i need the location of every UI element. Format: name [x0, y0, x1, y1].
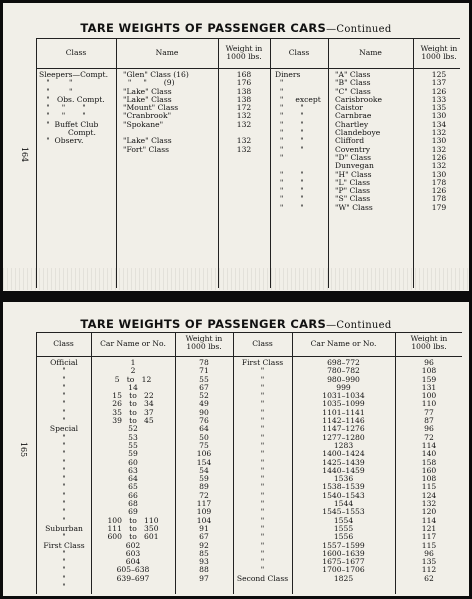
table-cell: " Obs. Compt. [39, 94, 105, 104]
table-cell: 1142–1146 [322, 416, 365, 426]
table-cell: Second Class [236, 573, 289, 583]
col-right-weight [396, 359, 462, 583]
table-cell: 72 [199, 490, 209, 500]
table-cell: "D" Class [335, 152, 372, 162]
table-cell: " [62, 391, 66, 401]
table-cell: 1557–1599 [322, 540, 365, 550]
table-cell: 55 [199, 374, 209, 384]
table-cell: 72 [424, 432, 434, 442]
page-164 [3, 3, 469, 291]
table-cell: " " " [39, 111, 86, 121]
table-cell: 135 [421, 557, 437, 567]
table-cell: " [260, 407, 265, 417]
table-cell: " [62, 557, 66, 567]
table-cell: 158 [421, 457, 437, 467]
table-cell: " [260, 382, 265, 392]
table-cell: 68 [128, 499, 138, 509]
table-cell: "C" Class [335, 86, 371, 96]
table-cell: 117 [196, 499, 212, 509]
header-class: Class [65, 48, 87, 57]
table-cell: 172 [236, 103, 252, 113]
table-cell: " [62, 515, 66, 525]
table-cell: " [260, 548, 265, 558]
table-cell: 126 [431, 186, 447, 196]
table-cell: Clifford [335, 136, 365, 146]
table-cell: 133 [431, 94, 447, 104]
table-cell: " [260, 557, 265, 567]
table-cell: 138 [236, 94, 252, 104]
table-cell: " [260, 515, 265, 525]
col-left-name [123, 71, 189, 154]
table-cell: 106 [196, 449, 212, 459]
table-cell: " " [275, 186, 304, 196]
table-cell: Caistor [335, 103, 363, 113]
table-cell: 131 [421, 382, 437, 392]
table-cell: "Mount" Class [123, 103, 179, 113]
header-weight-2: Weight in 1000 lbs. [410, 334, 448, 352]
table-cell: " [260, 399, 265, 409]
table-cell: " " [275, 177, 304, 187]
page-title: TARE WEIGHTS OF PASSENGER CARS—Continued [80, 21, 392, 35]
table-cell: " [62, 449, 66, 459]
table-cell: 132 [431, 144, 447, 154]
table-cell: 605–638 [116, 565, 150, 575]
table-cell: 1425–1439 [322, 457, 365, 467]
header-weight: Weight in 1000 lbs. [185, 334, 223, 352]
table-cell: Chartley [335, 119, 369, 129]
table-cell: " [62, 366, 66, 376]
table-cell: Suburban [45, 523, 83, 533]
table-cell: 132 [431, 161, 447, 171]
table-cell: 85 [199, 548, 209, 558]
table-cell: " [62, 440, 66, 450]
header-class: Class [53, 339, 74, 348]
table-cell: " [62, 374, 66, 384]
table-cell: " [62, 382, 66, 392]
table-cell: "A" Class [335, 70, 371, 79]
table-cell: 120 [421, 507, 437, 517]
table-cell: " [62, 432, 66, 442]
col-right-class [234, 359, 291, 583]
table-cell: 108 [421, 474, 437, 484]
table-cell: Carisbrooke [335, 94, 383, 104]
table-cell: " " (9) [123, 78, 175, 88]
table-cell: 698–772 [327, 358, 360, 367]
table-cell: 35 to 37 [112, 407, 154, 417]
table-cell: 132 [431, 128, 447, 138]
table-cell: 134 [431, 119, 447, 129]
table-cell: " [260, 474, 265, 484]
table-cell: 115 [421, 540, 437, 550]
table-cell: Dunvegan [335, 161, 374, 171]
table-cell: 114 [421, 515, 437, 525]
table-cell: " [260, 432, 265, 442]
table-cell: "S" Class [335, 194, 371, 204]
table-cell: " [260, 391, 265, 401]
table-cell: 104 [196, 515, 212, 525]
table-cell: " " [275, 169, 304, 179]
table-cell: 54 [199, 465, 209, 475]
table-cell: " " [275, 136, 304, 146]
table-cell: 1544 [333, 499, 354, 509]
header-class-2: Class [288, 48, 310, 57]
table-cell: " [260, 482, 265, 492]
table-cell: " Buffet Club [39, 119, 99, 129]
table-cell: 112 [421, 565, 437, 575]
table-cell: "Lake" Class [123, 136, 172, 146]
table-cell: 132 [236, 144, 252, 154]
col-left-class [39, 71, 108, 146]
table-cell: " " [275, 144, 304, 154]
table-cell: 96 [424, 548, 434, 558]
table-cell: 63 [128, 465, 138, 475]
col-right-name [335, 71, 382, 212]
table-cell: "H" Class [335, 169, 372, 179]
table-cell: " " [275, 128, 304, 138]
table-cell: Special [49, 424, 79, 434]
table-cell: " [260, 465, 265, 475]
table-cell: 77 [424, 407, 434, 417]
table-cell: 90 [199, 407, 209, 417]
table-cell: 117 [421, 532, 437, 542]
table-cell: 178 [431, 194, 447, 204]
table-cell: 135 [431, 103, 447, 113]
table-cell: "L" Class [335, 177, 371, 187]
table-cell: 1545–1553 [322, 507, 365, 517]
table-cell: " [260, 490, 265, 500]
table-cell: 50 [199, 432, 209, 442]
col-right-class [275, 71, 321, 212]
table-cell: 92 [199, 540, 209, 550]
table-cell: Clandeboye [335, 128, 381, 138]
table-cell: Coventry [335, 144, 371, 154]
table-cell: 96 [424, 424, 434, 434]
table-cell: First Class [241, 358, 284, 367]
table-cell: 76 [199, 416, 209, 426]
table-cell: " " [275, 194, 304, 204]
table-cell: 600 to 601 [107, 532, 159, 542]
table-cell: 1556 [333, 532, 354, 542]
table-cell: "P" Class [335, 186, 371, 196]
table-cell: 75 [199, 440, 209, 450]
table-cell: 132 [236, 119, 252, 129]
table-cell: " except [275, 94, 321, 104]
table-cell: 999 [336, 382, 351, 392]
table-cell: 1400–1424 [322, 449, 365, 459]
table-cell: 1277–1280 [322, 432, 365, 442]
table-cell: 1283 [333, 440, 354, 450]
table-cell: 1540–1543 [322, 490, 365, 500]
table-cell: "Spokane" [123, 119, 164, 129]
table-cell: " [62, 399, 66, 409]
table-cell: " [260, 416, 265, 426]
page-165 [3, 302, 469, 596]
table-cell: 780–782 [327, 366, 360, 376]
table-cell: " [62, 499, 66, 509]
table-cell: 93 [199, 557, 209, 567]
table-cell: 1440–1459 [322, 465, 365, 475]
table-cell: 132 [421, 499, 437, 509]
table-cell: 125 [431, 70, 447, 79]
table-cell: " [62, 457, 66, 467]
table-cell: 97 [199, 573, 209, 583]
table-cell: 1035–1099 [322, 399, 365, 409]
table-cell: 603 [125, 548, 141, 558]
table-cell: 114 [421, 440, 437, 450]
table-cell: 109 [196, 507, 212, 517]
table-cell: " [62, 407, 66, 417]
table-cell: Diners [275, 70, 301, 79]
table-cell: 52 [199, 391, 209, 401]
table-cell: 168 [236, 70, 252, 79]
table-cell: 39 to 45 [112, 416, 154, 426]
table-cell: 96 [424, 358, 434, 367]
table-cell: " [260, 532, 265, 542]
table-cell: 132 [236, 111, 252, 121]
page-number: 164 [20, 146, 30, 163]
col-left-class [40, 359, 88, 591]
header-weight: Weight in 1000 lbs. [225, 44, 263, 62]
page-number: 165 [19, 441, 29, 458]
table-cell: " [62, 507, 66, 517]
table-cell: 52 [128, 424, 138, 434]
table-cell: 1600–1639 [322, 548, 365, 558]
table-cell: 91 [199, 523, 209, 533]
table-cell: 130 [431, 136, 447, 146]
table-cell: 1147–1276 [322, 424, 365, 434]
table-cell: 55 [128, 440, 138, 450]
table-cell: 53 [128, 432, 138, 442]
table-cell: 108 [421, 366, 437, 376]
table-cell: "Lake" Class [123, 94, 172, 104]
table-cell: 1675–1677 [322, 557, 365, 567]
table-cell: 604 [125, 557, 141, 567]
table-cell: 69 [128, 507, 138, 517]
table-cell: 15 to 22 [112, 391, 154, 401]
table-cell: " " [275, 119, 304, 129]
header-car-name: Car Name or No. [100, 339, 166, 348]
table-cell: "Lake" Class [123, 86, 172, 96]
table-cell: 154 [196, 457, 212, 467]
table-cell: " [62, 573, 66, 583]
table-cell: 130 [431, 169, 447, 179]
table-cell: 64 [199, 424, 209, 434]
table-cell: 88 [199, 565, 209, 575]
table-cell: 1825 [333, 573, 354, 583]
table-cell: 179 [431, 202, 447, 212]
table-cell: 71 [199, 366, 209, 376]
header-name-2: Name [359, 48, 382, 57]
table-cell: " [275, 86, 284, 96]
table-cell: 639–697 [116, 573, 150, 583]
table-cell: " [62, 565, 66, 575]
table-cell: 87 [424, 416, 434, 426]
table-cell: " [275, 152, 284, 162]
header-weight-2: Weight in 1000 lbs. [420, 44, 458, 62]
table-cell: "Fort" Class [123, 144, 170, 154]
table-cell: " " [275, 103, 304, 113]
table-cell: 26 to 34 [112, 399, 154, 409]
table-cell: Official [50, 358, 78, 367]
table-cell: " [260, 374, 265, 384]
table-cell: 67 [199, 532, 209, 542]
table-cell: " " [275, 111, 304, 121]
header-car-name-2: Car Name or No. [310, 339, 377, 348]
table-cell: 64 [128, 474, 138, 484]
table-cell: Sleepers—Compt. [39, 70, 109, 79]
table-cell: 78 [199, 358, 209, 367]
table-cell: " [62, 490, 66, 500]
table-cell: " " [39, 78, 73, 88]
col-left-weight [219, 71, 269, 154]
table-cell: 1555 [333, 523, 354, 533]
table-cell: " [62, 532, 66, 542]
table-cell: 159 [421, 374, 437, 384]
table-cell: Carnbrae [335, 111, 372, 121]
table-cell: " [260, 499, 265, 509]
table-cell: " [62, 416, 66, 426]
table-cell: 100 to 110 [107, 515, 159, 525]
table-cell: " " [39, 86, 73, 96]
table-cell: 110 [421, 399, 437, 409]
table-cell: 115 [421, 482, 437, 492]
table-cell: 59 [128, 449, 138, 459]
table-cell: " [62, 548, 66, 558]
table-cell: "B" Class [335, 78, 371, 88]
table-cell: " [62, 582, 66, 592]
col-left-weight [176, 359, 232, 583]
table-cell: 130 [431, 111, 447, 121]
table-cell: " [62, 482, 66, 492]
table-cell: " [260, 523, 265, 533]
table-cell: 100 [421, 391, 437, 401]
col-right-weight [414, 71, 464, 212]
header-name: Name [155, 48, 179, 57]
table-cell: 1554 [333, 515, 354, 525]
table-cell: 59 [199, 474, 209, 484]
table-cell: First Class [43, 540, 85, 550]
table-cell: 126 [431, 86, 447, 96]
table-cell: 67 [199, 382, 209, 392]
table-cell: 89 [199, 482, 209, 492]
table-cell: 65 [128, 482, 138, 492]
table-cell: 14 [128, 382, 138, 392]
table-cell: 160 [421, 465, 437, 475]
table-cell: 1536 [333, 474, 354, 484]
table-cell: 176 [236, 78, 252, 88]
table-cell: Compt. [39, 128, 96, 138]
table-cell: 1700–1706 [322, 565, 365, 575]
table-cell: 138 [236, 86, 252, 96]
table-cell: 1031–1034 [322, 391, 365, 401]
table-cell: " [260, 457, 265, 467]
table-cell: 132 [236, 136, 252, 146]
header-class-2: Class [252, 339, 273, 348]
table-cell: 1538–1539 [322, 482, 365, 492]
page-title: TARE WEIGHTS OF PASSENGER CARS—Continued [80, 317, 392, 331]
table-cell: 66 [128, 490, 138, 500]
table-cell: 124 [421, 490, 437, 500]
table-cell: 121 [421, 523, 437, 533]
table-cell: 62 [424, 573, 434, 583]
table-cell: "Glen" Class (16) [123, 70, 189, 79]
table-cell: "Cranbrook" [123, 111, 172, 121]
table-cell: 126 [431, 152, 447, 162]
table-cell: " [260, 540, 265, 550]
table-cell: 178 [431, 177, 447, 187]
table-cell: " [62, 474, 66, 484]
table-cell: 5 to 12 [114, 374, 152, 384]
col-right-car [293, 359, 394, 583]
table-cell: " [62, 465, 66, 475]
table-cell: 2 [130, 366, 136, 376]
table-cell: 49 [199, 399, 209, 409]
table-cell: 137 [431, 78, 447, 88]
table-cell: " " [275, 202, 304, 212]
table-cell: 111 to 350 [107, 523, 159, 533]
table-cell: 140 [421, 449, 437, 459]
table-cell: 1 [130, 358, 136, 367]
table-cell: 980–990 [327, 374, 360, 384]
table-cell: " [260, 507, 265, 517]
table-cell: " [260, 424, 265, 434]
table-cell: 602 [125, 540, 141, 550]
table-cell: " [260, 565, 265, 575]
table-cell: " [260, 366, 265, 376]
table-cell: " [275, 78, 284, 88]
table-cell: 1101–1141 [322, 407, 365, 417]
table-cell: " " " [39, 103, 86, 113]
table-cell: 60 [128, 457, 138, 467]
col-left-car [92, 359, 174, 583]
table-cell: " [260, 440, 265, 450]
table-cell: " Observ. [39, 136, 84, 146]
table-cell: "W" Class [335, 202, 373, 212]
table-cell: " [260, 449, 265, 459]
